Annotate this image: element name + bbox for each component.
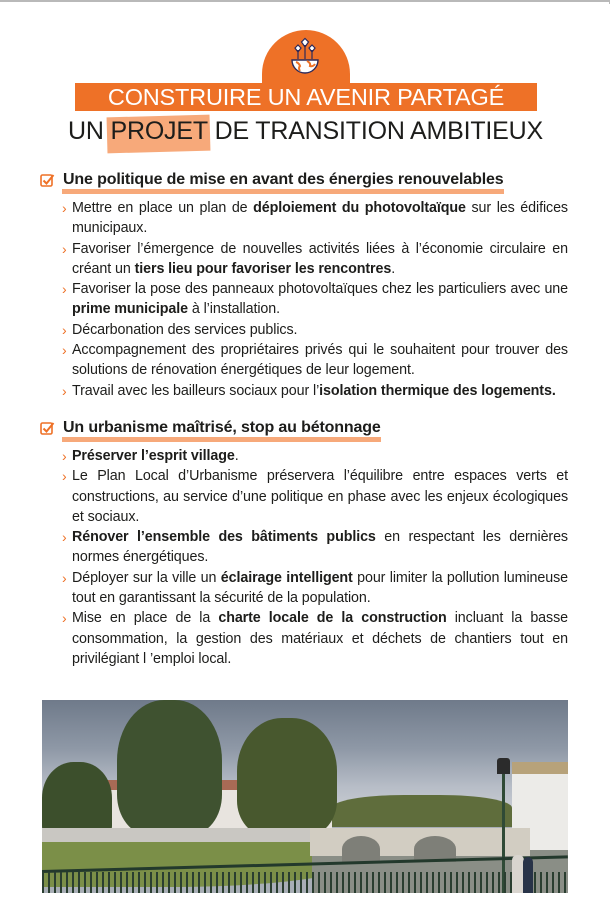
checkbox-checked-icon (40, 421, 55, 436)
body-text: Mise en place de la (72, 610, 219, 627)
list-item (62, 608, 568, 669)
section-heading-urbanism (40, 416, 381, 440)
body-text: Mettre en place un plan de (72, 200, 254, 216)
body-text: en respectant les dernières normes énergétiques. (72, 529, 568, 566)
photo-bridge-arch (342, 836, 380, 862)
list-item (62, 340, 568, 381)
emphasis-text: déploiement du photovoltaïque (253, 200, 466, 216)
body-text: Favoriser la pose des panneaux photovoltaïques chez les particuliers avec une (72, 281, 568, 298)
list-item (62, 381, 568, 401)
chevron-right-icon: › (62, 240, 67, 257)
subtitle-suffix: DE TRANSITION AMBITIEUX (207, 117, 543, 145)
chevron-right-icon: › (62, 448, 67, 464)
list-item (62, 527, 568, 568)
body-text: incluant la basse consommation, la gestion des matériaux et déchets de chantiers tout en privilégiant l ’emploi local. (72, 610, 568, 667)
chevron-right-icon: › (62, 321, 67, 338)
chevron-right-icon: › (62, 610, 67, 627)
photo-wall (42, 828, 342, 842)
body-text: pour limiter la pollution lumineuse tout en garantissant la sécurité de la population. (72, 569, 568, 607)
globe-with-trees-icon (283, 36, 327, 80)
photo-tree (237, 718, 337, 836)
photo-lamp-head (497, 758, 510, 774)
chevron-right-icon: › (62, 382, 67, 399)
section-title (63, 171, 504, 189)
emphasis-text: isolation thermique des logements. (319, 382, 556, 399)
chevron-right-icon: › (62, 281, 67, 298)
emphasis-text: Préserver l’esprit village (72, 448, 235, 464)
page-title: CONSTRUIRE UN AVENIR PARTAGÉ (107, 84, 505, 110)
section-heading-renewables (40, 168, 504, 192)
page-subtitle (0, 113, 611, 149)
body-text: sur les édifices municipaux. (72, 200, 568, 237)
emphasis-text: éclairage intelligent (220, 569, 353, 586)
list-item (62, 466, 568, 527)
emphasis-text: tiers lieu pour favoriser les rencontres (134, 260, 392, 277)
subtitle-prefix: UN (68, 117, 111, 145)
body-text: Accompagnement des propriétaires privés qui le souhaitent pour trouver des solutions de rénovation énergétiques de leur logement. (72, 342, 568, 379)
section-title-text: Un urbanisme maîtrisé, stop au bétonnage (63, 419, 381, 436)
subtitle-highlight-text: PROJET (110, 117, 208, 145)
photo-pedestrian (523, 857, 533, 893)
section-list (62, 446, 568, 669)
body-text: . (391, 260, 396, 277)
checkbox-checked-icon (40, 173, 55, 188)
body-text: Favoriser l’émergence de nouvelles activités liées à l’économie circulaire en créant un (72, 240, 568, 277)
body-text: Décarbonation des services publics. (72, 321, 298, 338)
photo-buildings-roof (512, 762, 568, 774)
chevron-right-icon: › (62, 342, 67, 359)
list-item (62, 239, 568, 280)
river-bridge-park-photo (42, 700, 568, 893)
body-text: Déployer sur la ville un (72, 569, 221, 586)
chevron-right-icon: › (62, 529, 67, 546)
top-border-end (609, 0, 610, 4)
body-text: Travail avec les bailleurs sociaux pour l’ (72, 382, 320, 399)
section-list (62, 198, 568, 401)
list-item (62, 279, 568, 320)
emphasis-text: charte locale de la construction (218, 610, 447, 627)
chevron-right-icon: › (62, 569, 67, 586)
body-text: . (234, 448, 239, 464)
top-border (0, 0, 610, 2)
list-item (62, 446, 568, 466)
list-item (62, 198, 568, 239)
chevron-right-icon: › (62, 468, 67, 485)
emphasis-text: prime municipale (72, 301, 188, 318)
list-item (62, 320, 568, 340)
list-item (62, 568, 568, 609)
emphasis-text: Rénover l’ensemble des bâtiments publics (72, 529, 376, 546)
body-text: Le Plan Local d’Urbanisme préservera l’équilibre entre espaces verts et constructions, au service d’une politique en phase avec les enjeux écologiques et sociaux. (72, 468, 568, 525)
chevron-right-icon: › (62, 200, 67, 216)
title-banner (75, 83, 537, 111)
photo-railing (42, 872, 568, 893)
section-title (63, 419, 381, 437)
subtitle-highlight (110, 113, 207, 149)
section-title-text: Une politique de mise en avant des énergies renouvelables (63, 171, 504, 188)
body-text: à l’installation. (188, 301, 280, 318)
photo-distant-trees (332, 795, 512, 827)
photo-tree (117, 700, 222, 835)
